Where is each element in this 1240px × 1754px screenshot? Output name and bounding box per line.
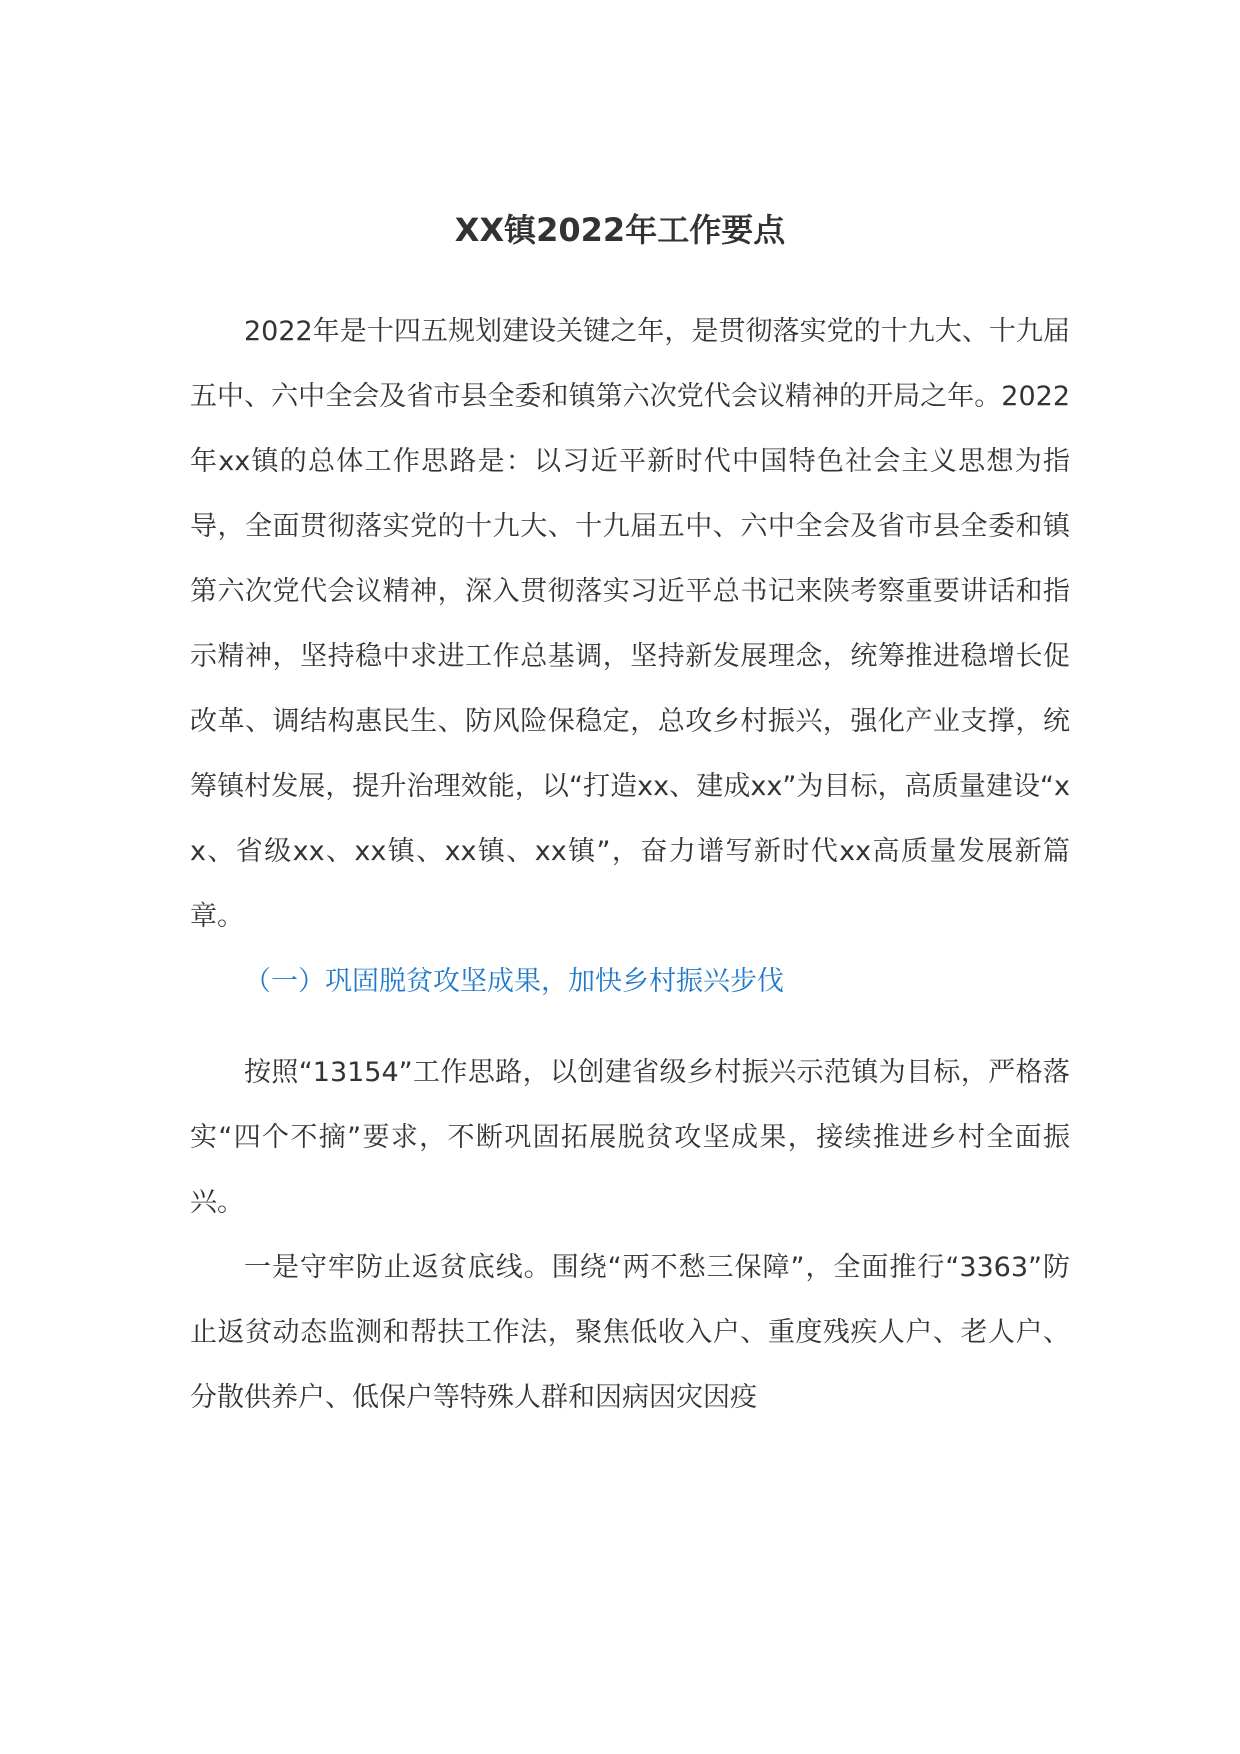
document-title: XX镇2022年工作要点 xyxy=(454,211,786,249)
section-1-paragraph: 按照“13154”工作思路，以创建省级乡村振兴示范镇为目标，严格落实“四个不摘”要求，不断巩固拓展脱贫攻坚成果，接续推进乡村全面振兴。 xyxy=(190,1057,1070,1218)
document-body xyxy=(190,299,1070,1430)
intro-paragraph: 2022年是十四五规划建设关键之年，是贯彻落实党的十九大、十九届五中、六中全会及省市县全委和镇第六次党代会议精神的开局之年。2022年xx镇的总体工作思路是：以习近平新时代中国特色社会主义思想为指导，全面贯彻落实党的十九大、十九届五中、六中全会及省市县全委和镇第六次党代会议精神，深入贯彻落实习近平总书记来陕考察重要讲话和指示精神，坚持稳中求进工作总基调，坚持新发展理念，统筹推进稳增长促改革、调结构惠民生、防风险保稳定，总攻乡村振兴，强化产业支撑，统筹镇村发展，提升治理效能，以“打造xx、建成xx”为目标，高质量建设“xx、省级xx、xx镇、xx镇、xx镇”，奋力谱写新时代xx高质量发展新篇章。 xyxy=(190,316,1070,932)
point-1-paragraph: 一是守牢防止返贫底线。围绕“两不愁三保障”，全面推行“3363”防止返贫动态监测和帮扶工作法，聚焦低收入户、重度残疾人户、老人户、分散供养户、低保户等特殊人群和因病因灾因疫 xyxy=(190,1252,1070,1413)
section-heading-1: （一）巩固脱贫攻坚成果，加快乡村振兴步伐 xyxy=(244,966,784,997)
